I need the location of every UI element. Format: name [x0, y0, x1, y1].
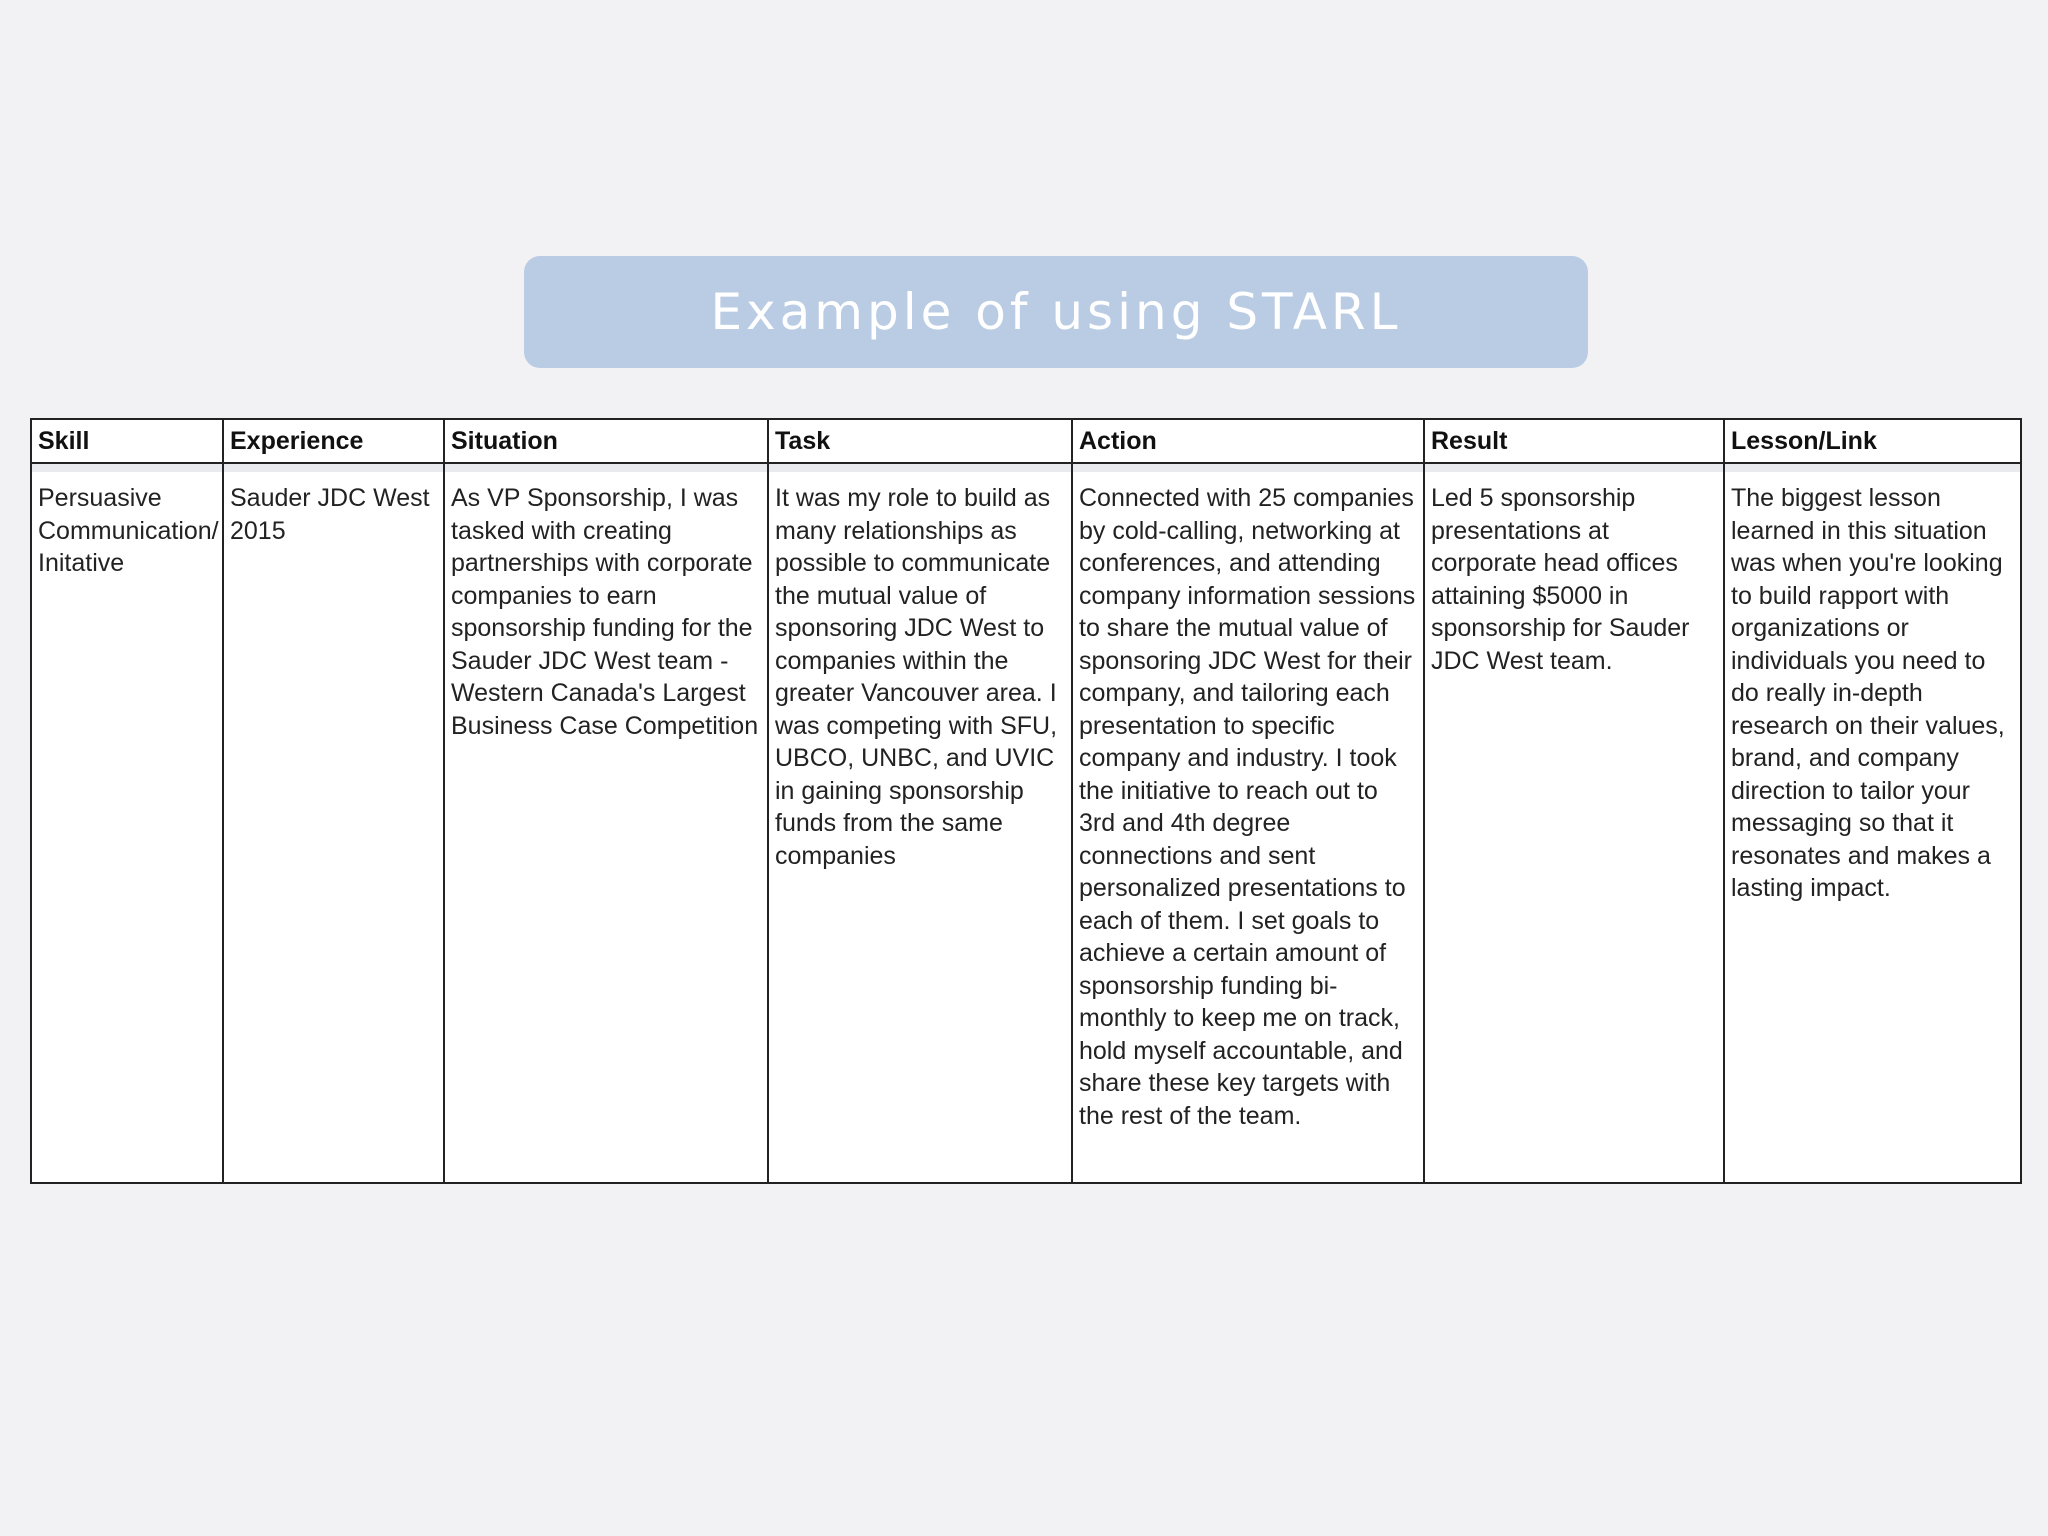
slide-title: Example of using STARL: [710, 283, 1402, 341]
title-banner: [524, 256, 1588, 368]
spacer-cell: [444, 463, 768, 472]
header-lesson-link: Lesson/Link: [1724, 419, 2021, 463]
cell-action: Connected with 25 companies by cold-calling, networking at conferences, and attending company information sessions to share the mutual value of sponsoring JDC West for their company, and tailoring each presentation to specific company and industry. I took the initiative to reach out to 3rd and 4th degree connections and sent personalized presentations to each of them. I set goals to achieve a certain amount of sponsorship funding bi-monthly to keep me on track, hold myself accountable, and share these key targets with the rest of the team.: [1072, 472, 1424, 1183]
table-row: [31, 472, 2021, 1183]
cell-lesson-link: The biggest lesson learned in this situation was when you're looking to build rapport with organizations or individuals you need to do really in-depth research on their values, brand, and company direction to tailor your messaging so that it resonates and makes a lasting impact.: [1724, 472, 2021, 1183]
cell-task: It was my role to build as many relationships as possible to communicate the mutual value of sponsoring JDC West to companies within the greater Vancouver area. I was competing with SFU, UBCO, UNBC, and UVIC in gaining sponsorship funds from the same companies: [768, 472, 1072, 1183]
header-experience: Experience: [223, 419, 444, 463]
cell-situation: As VP Sponsorship, I was tasked with creating partnerships with corporate companies to earn sponsorship funding for the Sauder JDC West team - Western Canada's Largest Business Case Competition: [444, 472, 768, 1183]
spacer-cell: [1424, 463, 1724, 472]
header-task: Task: [768, 419, 1072, 463]
header-action: Action: [1072, 419, 1424, 463]
cell-skill: Persuasive Communication/ Initative: [31, 472, 223, 1183]
cell-experience: Sauder JDC West 2015: [223, 472, 444, 1183]
header-row: [31, 419, 2021, 463]
spacer-row: [31, 463, 2021, 472]
cell-result: Led 5 sponsorship presentations at corporate head offices attaining $5000 in sponsorship for Sauder JDC West team.: [1424, 472, 1724, 1183]
starl-table: [30, 418, 2022, 1184]
header-result: Result: [1424, 419, 1724, 463]
header-situation: Situation: [444, 419, 768, 463]
spacer-cell: [31, 463, 223, 472]
spacer-cell: [1724, 463, 2021, 472]
spacer-cell: [223, 463, 444, 472]
spacer-cell: [1072, 463, 1424, 472]
spacer-cell: [768, 463, 1072, 472]
header-skill: Skill: [31, 419, 223, 463]
